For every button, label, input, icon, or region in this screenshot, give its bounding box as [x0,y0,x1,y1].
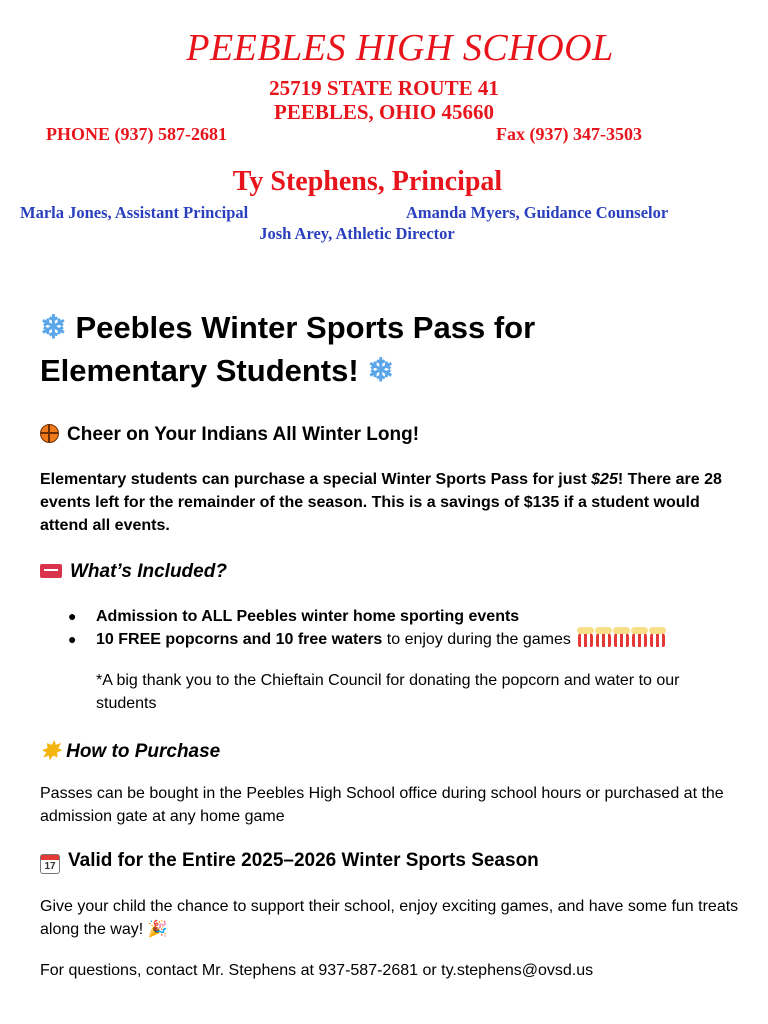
list-item: ● Admission to ALL Peebles winter home sporting events [68,608,520,625]
athletic-director: Josh Arey, Athletic Director [259,224,455,243]
thank-you-note: *A big thank you to the Chieftain Council for donating the popcorn and water to our students [96,672,680,712]
calendar-icon: 17 [40,854,60,874]
principal-name: Ty Stephens, Principal [232,166,503,197]
snowflake-icon: ❄ [367,352,395,388]
fax-number: Fax (937) 347-3503 [496,124,642,144]
popcorn-icon [650,631,665,647]
address-line-2: PEEBLES, OHIO 45660 [274,100,494,124]
list-item: ● 10 FREE popcorns and 10 free waters to enjoy during the games [68,628,748,651]
price: $25 [591,471,618,488]
purchase-paragraph: Passes can be bought in the Peebles High School office during school hours or purchased at the admission gate at any home game [40,785,724,825]
star-icon: ✸ [40,738,61,765]
basketball-icon [40,424,59,443]
included-list [68,605,748,651]
popcorn-icon [596,631,611,647]
assistant-principal: Marla Jones, Assistant Principal [20,203,249,222]
party-popper-icon: 🎉 [147,921,168,938]
guidance-counselor: Amanda Myers, Guidance Counselor [406,203,669,222]
ticket-icon [40,564,62,578]
popcorn-icon [578,631,593,647]
address-line-1: 25719 STATE ROUTE 41 [269,76,499,100]
contact-line: For questions, contact Mr. Stephens at 937-587-2681 or ty.stephens@ovsd.us [40,962,594,979]
purchase-heading: ✸ How to Purchase [40,738,221,765]
included-heading: What’s Included? [40,561,227,583]
cheer-heading: Cheer on Your Indians All Winter Long! [40,424,419,446]
phone-number: PHONE (937) 587-2681 [46,124,227,144]
cheer-paragraph: Elementary students can purchase a special Winter Sports Pass for just $25! There are 28 events left for the remainder of the season. This is a savings of $135 if a student would attend all events. [40,471,722,534]
page-title: ❄ Peebles Winter Sports Pass for Elementary Students! ❄ [40,306,740,392]
school-name: PEEBLES HIGH SCHOOL [186,27,614,69]
popcorn-icon [614,631,629,647]
valid-heading: 17 Valid for the Entire 2025–2026 Winter Sports Season [40,850,539,874]
snowflake-icon: ❄ [40,309,67,345]
closing-paragraph: Give your child the chance to support their school, enjoy exciting games, and have some fun treats along the way! 🎉 [40,898,739,938]
popcorn-icon [632,631,647,647]
